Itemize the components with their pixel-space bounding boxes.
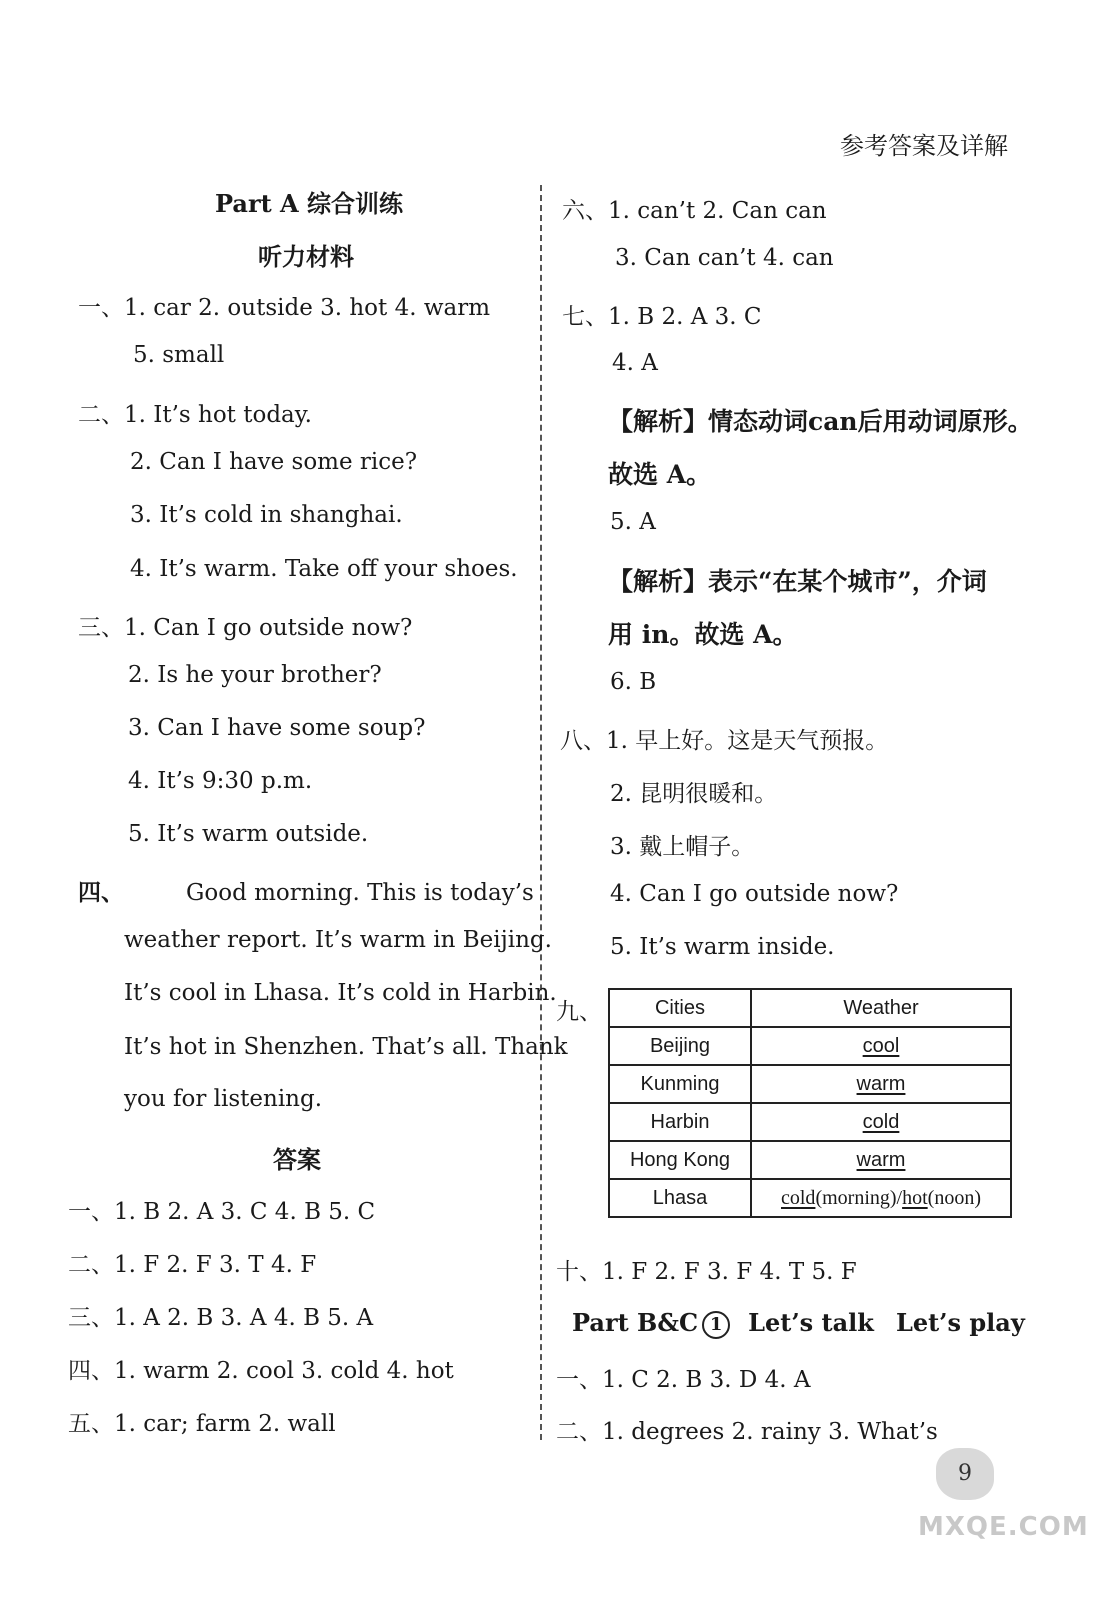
item-8-line-2: 2. 昆明很暖和。: [610, 781, 778, 807]
item-6: 六、1. can’t 2. Can can: [562, 198, 827, 224]
answer-2: 二、1. F 2. F 3. T 4. F: [68, 1252, 317, 1278]
item-9-label: 九、: [556, 999, 602, 1025]
item-4-line-2: weather report. It’s warm in Beijing.: [124, 927, 552, 953]
item-7-line-3: 5. A: [610, 509, 656, 535]
item-7-line-4: 6. B: [610, 669, 657, 695]
item-3-line-4: 4. It’s 9:30 p.m.: [128, 768, 313, 794]
item-2-line-3: 3. It’s cold in shanghai.: [130, 502, 403, 528]
weather-cell: warm: [751, 1065, 1011, 1103]
watermark: MXQE.COM: [918, 1512, 1089, 1542]
part-bc-answer-2: 二、1. degrees 2. rainy 3. What’s: [556, 1419, 938, 1445]
analysis-note-1: 【解析】情态动词can后用动词原形。: [608, 407, 1033, 436]
item-2-line-4: 4. It’s warm. Take off your shoes.: [130, 556, 518, 582]
answer-3: 三、1. A 2. B 3. A 4. B 5. A: [68, 1305, 374, 1331]
item-8: 八、1. 早上好。这是天气预报。: [560, 728, 889, 754]
item-3-line-2: 2. Is he your brother?: [128, 662, 382, 688]
table-row: [609, 1065, 1011, 1103]
weather-cell: cold: [751, 1103, 1011, 1141]
answer-5: 五、1. car; farm 2. wall: [68, 1411, 336, 1437]
table-header-weather: Weather: [751, 989, 1011, 1027]
weather-cell: warm: [751, 1141, 1011, 1179]
table-row: [609, 1179, 1011, 1217]
item-3: 三、1. Can I go outside now?: [78, 615, 413, 641]
item-3-line-3: 3. Can I have some soup?: [128, 715, 426, 741]
table-header-cities: Cities: [609, 989, 751, 1027]
running-header: 参考答案及详解: [840, 132, 1008, 160]
item-2: 二、1. It’s hot today.: [78, 402, 312, 428]
city-cell: Beijing: [609, 1027, 751, 1065]
item-8-line-5: 5. It’s warm inside.: [610, 934, 835, 960]
lesson-number-circle: 1: [702, 1311, 730, 1339]
part-bc-title: Part B&C 1 Let’s talk Let’s play: [572, 1308, 1025, 1337]
city-cell: Lhasa: [609, 1179, 751, 1217]
answer-4: 四、1. warm 2. cool 3. cold 4. hot: [68, 1358, 454, 1384]
item-1: 一、1. car 2. outside 3. hot 4. warm: [78, 295, 491, 321]
item-7-line-2: 4. A: [612, 350, 658, 376]
item-8-line-4: 4. Can I go outside now?: [610, 881, 899, 907]
part-bc-answer-1: 一、1. C 2. B 3. D 4. A: [556, 1367, 811, 1393]
listening-title: 听力材料: [258, 242, 354, 271]
analysis-note-2-line-2: 用 in。故选 A。: [608, 620, 798, 649]
city-cell: Harbin: [609, 1103, 751, 1141]
city-cell: Kunming: [609, 1065, 751, 1103]
table-header-row: [609, 989, 1011, 1027]
weather-cell: cool: [751, 1027, 1011, 1065]
item-6-line-2: 3. Can can’t 4. can: [615, 245, 834, 271]
item-10: 十、1. F 2. F 3. F 4. T 5. F: [556, 1259, 857, 1285]
section-title: Part A 综合训练: [215, 189, 404, 218]
table-row: [609, 1141, 1011, 1179]
page-number-badge: 9: [936, 1448, 994, 1500]
item-2-line-2: 2. Can I have some rice?: [130, 449, 418, 475]
column-divider: [540, 185, 542, 1440]
analysis-note-2: 【解析】表示“在某个城市”，介词: [608, 567, 987, 596]
weather-table: [608, 988, 1012, 1218]
item-3-line-5: 5. It’s warm outside.: [128, 821, 369, 847]
item-4-line-5: you for listening.: [124, 1086, 323, 1112]
item-4-line-4: It’s hot in Shenzhen. That’s all. Thank: [124, 1034, 568, 1060]
answers-title: 答案: [273, 1145, 321, 1174]
item-7: 七、1. B 2. A 3. C: [562, 304, 762, 330]
answer-1: 一、1. B 2. A 3. C 4. B 5. C: [68, 1199, 376, 1225]
table-row: [609, 1027, 1011, 1065]
weather-cell: cold(morning)/hot(noon): [751, 1179, 1011, 1217]
item-1-line-2: 5. small: [133, 342, 225, 368]
item-4-line-3: It’s cool in Lhasa. It’s cold in Harbin.: [124, 980, 557, 1006]
item-4: 四、 Good morning. This is today’s: [78, 879, 534, 906]
city-cell: Hong Kong: [609, 1141, 751, 1179]
table-row: [609, 1103, 1011, 1141]
analysis-note-1-line-2: 故选 A。: [608, 460, 712, 489]
item-8-line-3: 3. 戴上帽子。: [610, 834, 755, 860]
